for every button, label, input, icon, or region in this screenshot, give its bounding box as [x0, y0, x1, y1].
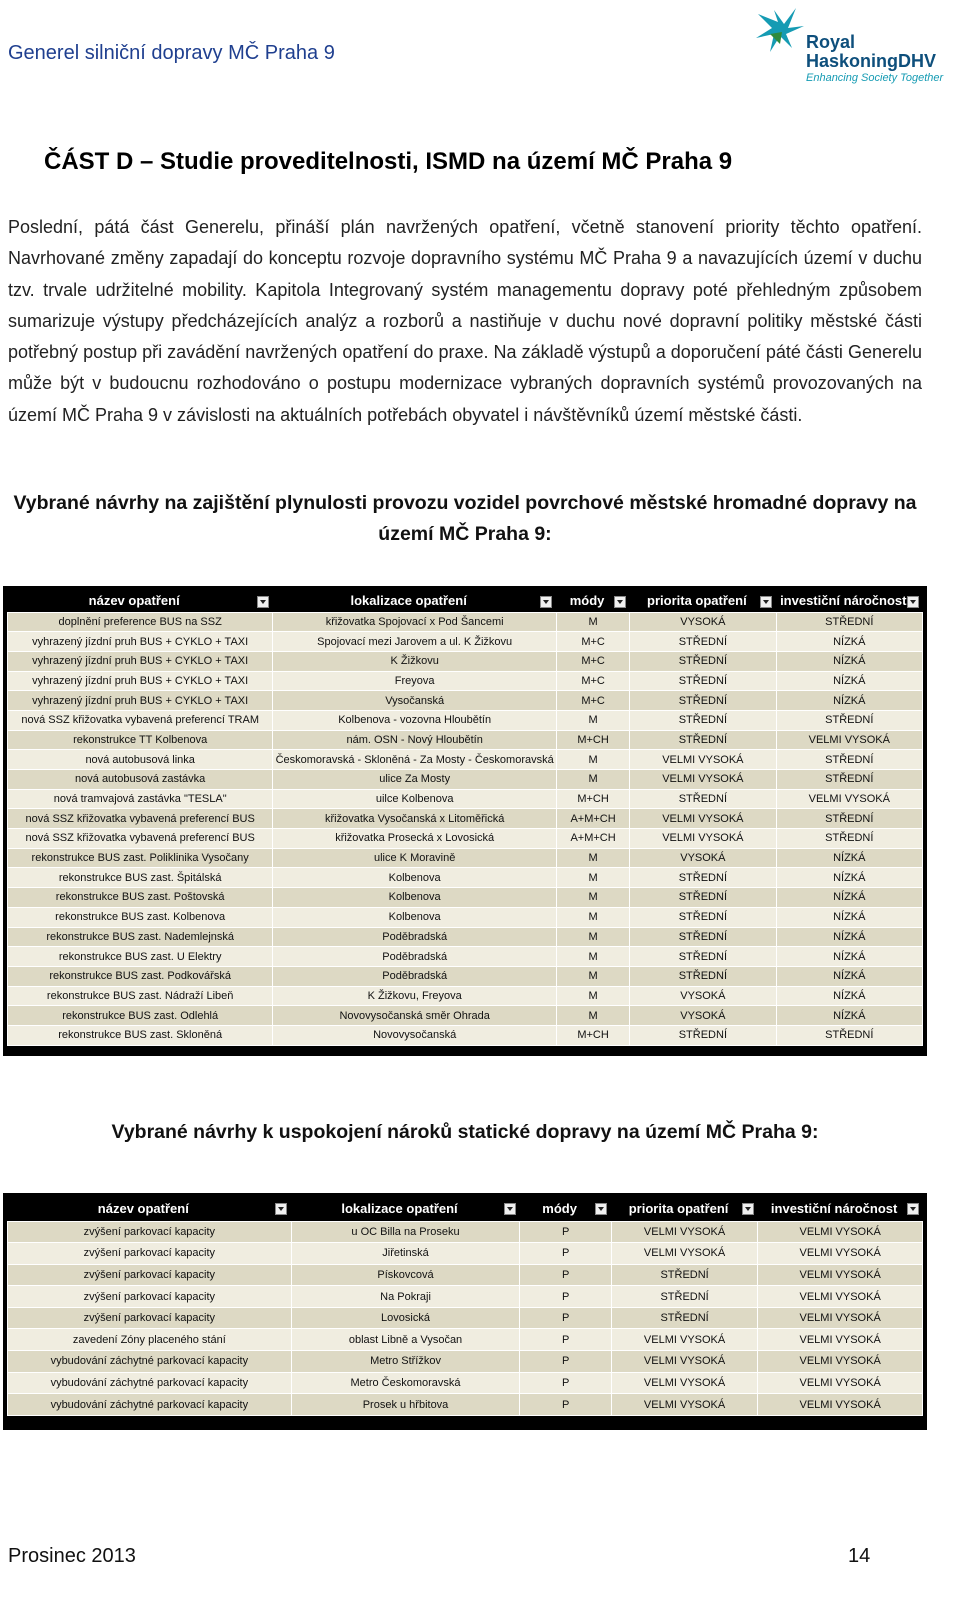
table-cell: nová SSZ křižovatka vybavená preferencí BUS — [8, 809, 273, 829]
table-cell: NÍZKÁ — [776, 632, 922, 652]
table-cell: Lovosická — [291, 1307, 520, 1329]
column-header[interactable] — [776, 590, 922, 612]
table-cell: Českomoravská - Skloněná - Za Mosty - Českomoravská — [273, 750, 557, 770]
table-cell: STŘEDNÍ — [630, 789, 776, 809]
table-cell: P — [520, 1394, 612, 1416]
table-row — [8, 947, 923, 967]
column-header[interactable] — [520, 1197, 612, 1221]
table-cell: Poděbradská — [273, 947, 557, 967]
table-cell: P — [520, 1329, 612, 1351]
table-row — [8, 1221, 923, 1243]
table-cell: K Žižkovu, Freyova — [273, 986, 557, 1006]
table-cell: NÍZKÁ — [776, 966, 922, 986]
table-cell: rekonstrukce BUS zast. Špitálská — [8, 868, 273, 888]
table-cell: NÍZKÁ — [776, 1006, 922, 1026]
column-header-label: priorita opatření — [647, 593, 747, 609]
table-cell: NÍZKÁ — [776, 848, 922, 868]
table-cell: NÍZKÁ — [776, 691, 922, 711]
table-row — [8, 848, 923, 868]
table-cell: VELMI VYSOKÁ — [776, 730, 922, 750]
table-row — [8, 868, 923, 888]
table-cell: Na Pokraji — [291, 1286, 520, 1308]
table-cell: M+C — [556, 651, 629, 671]
table-row — [8, 1286, 923, 1308]
table-cell: A+M+CH — [556, 809, 629, 829]
table-row — [8, 1264, 923, 1286]
footer-date: Prosinec 2013 — [8, 1545, 136, 1567]
table-cell: M — [556, 927, 629, 947]
table-cell: NÍZKÁ — [776, 986, 922, 1006]
table-cell: Poděbradská — [273, 966, 557, 986]
table-cell: M — [556, 848, 629, 868]
table-cell: P — [520, 1286, 612, 1308]
table-cell: M+C — [556, 671, 629, 691]
filter-dropdown-icon[interactable] — [275, 1203, 287, 1215]
table-cell: Novovysočanská — [273, 1025, 557, 1045]
table-row — [8, 1243, 923, 1265]
table-cell: Novovysočanská směr Ohrada — [273, 1006, 557, 1026]
table-row — [8, 1307, 923, 1329]
table-cell: VELMI VYSOKÁ — [611, 1372, 757, 1394]
table-row — [8, 888, 923, 908]
table-cell: STŘEDNÍ — [630, 671, 776, 691]
table-cell: M+C — [556, 632, 629, 652]
table-cell: P — [520, 1221, 612, 1243]
table-cell: VELMI VYSOKÁ — [758, 1394, 923, 1416]
table-cell: STŘEDNÍ — [630, 651, 776, 671]
table-row — [8, 632, 923, 652]
table-cell: oblast Libně a Vysočan — [291, 1329, 520, 1351]
table-cell: rekonstrukce BUS zast. Odlehlá — [8, 1006, 273, 1026]
filter-dropdown-icon[interactable] — [257, 596, 269, 608]
table-row — [8, 809, 923, 829]
table-cell: VELMI VYSOKÁ — [611, 1243, 757, 1265]
table-cell: NÍZKÁ — [776, 671, 922, 691]
table-cell: VYSOKÁ — [630, 848, 776, 868]
column-header-label: módy — [542, 1201, 577, 1217]
filter-dropdown-icon[interactable] — [595, 1203, 607, 1215]
table-static-traffic-measures — [3, 1193, 927, 1430]
table-cell: nová SSZ křižovatka vybavená preferencí BUS — [8, 829, 273, 849]
table-cell: Poděbradská — [273, 927, 557, 947]
table-cell: STŘEDNÍ — [630, 868, 776, 888]
table-cell: nová tramvajová zastávka "TESLA" — [8, 789, 273, 809]
table-cell: vyhrazený jízdní pruh BUS + CYKLO + TAXI — [8, 691, 273, 711]
table-cell: VELMI VYSOKÁ — [630, 809, 776, 829]
table-cell: NÍZKÁ — [776, 927, 922, 947]
table-cell: nová autobusová zastávka — [8, 770, 273, 790]
table-cell: STŘEDNÍ — [611, 1264, 757, 1286]
table-cell: Vysočanská — [273, 691, 557, 711]
table-cell: Freyova — [273, 671, 557, 691]
table-cell: Spojovací mezi Jarovem a ul. K Žižkovu — [273, 632, 557, 652]
table-cell: STŘEDNÍ — [611, 1307, 757, 1329]
table-cell: VELMI VYSOKÁ — [611, 1394, 757, 1416]
document-header-title: Generel silniční dopravy MČ Praha 9 — [8, 42, 335, 64]
column-header-label: investiční náročnost — [770, 1201, 898, 1217]
table-cell: P — [520, 1243, 612, 1265]
table-cell: A+M+CH — [556, 829, 629, 849]
table-cell: vybudování záchytné parkovací kapacity — [8, 1351, 292, 1373]
table-cell: VELMI VYSOKÁ — [630, 829, 776, 849]
table-cell: STŘEDNÍ — [776, 612, 922, 632]
table-cell: vyhrazený jízdní pruh BUS + CYKLO + TAXI — [8, 632, 273, 652]
table-cell: ulice Za Mosty — [273, 770, 557, 790]
table-cell: NÍZKÁ — [776, 947, 922, 967]
table-row — [8, 671, 923, 691]
table-cell: VELMI VYSOKÁ — [611, 1221, 757, 1243]
table-cell: VYSOKÁ — [630, 1006, 776, 1026]
column-header[interactable] — [758, 1197, 923, 1221]
table-cell: VELMI VYSOKÁ — [758, 1329, 923, 1351]
table-row — [8, 1351, 923, 1373]
table-row — [8, 710, 923, 730]
column-header-label: lokalizace opatření — [341, 1201, 458, 1217]
table-cell: M — [556, 907, 629, 927]
table-cell: VELMI VYSOKÁ — [758, 1307, 923, 1329]
column-header-label: investiční náročnost — [780, 593, 907, 609]
logo-tagline: Enhancing Society Together — [806, 72, 944, 84]
table2-heading: Vybrané návrhy k uspokojení nároků statické dopravy na území MČ Praha 9: — [111, 1121, 819, 1143]
table-cell: u OC Billa na Proseku — [291, 1221, 520, 1243]
table-cell: NÍZKÁ — [776, 907, 922, 927]
table-cell: M+CH — [556, 730, 629, 750]
table-cell: rekonstrukce BUS zast. Skloněná — [8, 1025, 273, 1045]
table-row — [8, 770, 923, 790]
table-cell: rekonstrukce BUS zast. Poliklinika Vysočany — [8, 848, 273, 868]
filter-dropdown-icon[interactable] — [614, 596, 626, 608]
table-cell: nám. OSN - Nový Hloubětín — [273, 730, 557, 750]
table-cell: rekonstrukce BUS zast. Poštovská — [8, 888, 273, 908]
table-row — [8, 966, 923, 986]
table-row — [8, 1329, 923, 1351]
column-header-label: lokalizace opatření — [350, 593, 467, 609]
table-cell: křižovatka Vysočanská x Litoměřická — [273, 809, 557, 829]
table-cell: STŘEDNÍ — [630, 632, 776, 652]
table-cell: Jiřetinská — [291, 1243, 520, 1265]
table-cell: STŘEDNÍ — [630, 947, 776, 967]
table-cell: M — [556, 966, 629, 986]
table-cell: M — [556, 770, 629, 790]
table-cell: STŘEDNÍ — [630, 1025, 776, 1045]
column-header[interactable] — [611, 1197, 757, 1221]
table-cell: rekonstrukce BUS zast. Podkovářská — [8, 966, 273, 986]
table-cell: STŘEDNÍ — [630, 927, 776, 947]
table-cell: STŘEDNÍ — [630, 710, 776, 730]
column-header-label: název opatření — [88, 593, 180, 609]
filter-dropdown-icon[interactable] — [540, 596, 552, 608]
intro-paragraph: Poslední, pátá část Generelu, přináší plán navržených opatření, včetně stanovení priority těchto opatření. Navrhované změny zapadají do konceptu rozvoje dopravního systému MČ Praha 9 a navazujících území v duchu tzv. trvale udržitelné mobility. Kapitola Integrovaný systém managementu dopravy poté přehledným způsobem sumarizuje výstupy předcházejících analýz a rozborů a nastiňuje v duchu nové dopravní politiky městské části potřebný postup při zavádění navržených opatření do praxe. Na základě výstupů a doporučení páté části Generelu může být v budoucnu rozhodováno o postupu modernizace vybraných dopravních systémů provozovaných na území MČ Praha 9 v závislosti na aktuálních potřebách obyvatel i návštěvníků území městské části. — [8, 217, 922, 425]
table-cell: NÍZKÁ — [776, 888, 922, 908]
logo-text-royal: Royal — [806, 32, 856, 52]
table-cell: vybudování záchytné parkovací kapacity — [8, 1372, 292, 1394]
logo-text-haskoning: HaskoningDHV — [806, 51, 937, 71]
table-cell: M — [556, 868, 629, 888]
filter-dropdown-icon[interactable] — [742, 1203, 754, 1215]
table-cell: VELMI VYSOKÁ — [776, 789, 922, 809]
table-cell: M+CH — [556, 789, 629, 809]
table-cell: STŘEDNÍ — [630, 691, 776, 711]
table-cell: VELMI VYSOKÁ — [758, 1372, 923, 1394]
table-row — [8, 730, 923, 750]
table-cell: P — [520, 1372, 612, 1394]
table-cell: STŘEDNÍ — [776, 829, 922, 849]
table-cell: M — [556, 710, 629, 730]
table-cell: rekonstrukce BUS zast. Nademlejnská — [8, 927, 273, 947]
table-cell: M — [556, 986, 629, 1006]
table-cell: rekonstrukce BUS zast. U Elektry — [8, 947, 273, 967]
table-cell: STŘEDNÍ — [630, 907, 776, 927]
column-header-label: název opatření — [97, 1201, 189, 1217]
table-cell: M+C — [556, 691, 629, 711]
table-cell: VELMI VYSOKÁ — [630, 770, 776, 790]
section-title: ČÁST D – Studie proveditelnosti, ISMD na území MČ Praha 9 — [44, 148, 733, 175]
table-cell: STŘEDNÍ — [630, 730, 776, 750]
table-cell: zvýšení parkovací kapacity — [8, 1264, 292, 1286]
table-cell: uilce Kolbenova — [273, 789, 557, 809]
table-cell: STŘEDNÍ — [776, 770, 922, 790]
table-cell: křižovatka Spojovací x Pod Šancemi — [273, 612, 557, 632]
table-cell: Kolbenova — [273, 888, 557, 908]
column-header[interactable] — [556, 590, 629, 612]
table-cell: M — [556, 1006, 629, 1026]
footer-page-number: 14 — [848, 1545, 871, 1567]
table-cell: VELMI VYSOKÁ — [758, 1351, 923, 1373]
table-cell: NÍZKÁ — [776, 651, 922, 671]
table-row — [8, 691, 923, 711]
table-cell: STŘEDNÍ — [776, 710, 922, 730]
table-cell: Kolbenova - vozovna Hloubětín — [273, 710, 557, 730]
column-header[interactable] — [273, 590, 557, 612]
table-cell: P — [520, 1351, 612, 1373]
filter-dropdown-icon[interactable] — [504, 1203, 516, 1215]
filter-dropdown-icon[interactable] — [760, 596, 772, 608]
table-cell: K Žižkovu — [273, 651, 557, 671]
table-cell: STŘEDNÍ — [776, 1025, 922, 1045]
table-cell: rekonstrukce BUS zast. Nádraží Libeň — [8, 986, 273, 1006]
table-cell: zvýšení parkovací kapacity — [8, 1307, 292, 1329]
table-cell: Kolbenova — [273, 868, 557, 888]
table-row — [8, 927, 923, 947]
table-cell: STŘEDNÍ — [776, 809, 922, 829]
table-cell: VELMI VYSOKÁ — [758, 1264, 923, 1286]
table-cell: doplnění preference BUS na SSZ — [8, 612, 273, 632]
table-cell: STŘEDNÍ — [611, 1286, 757, 1308]
table-row — [8, 612, 923, 632]
column-header[interactable] — [291, 1197, 520, 1221]
table-cell: VELMI VYSOKÁ — [611, 1351, 757, 1373]
table-cell: M — [556, 888, 629, 908]
table-cell: P — [520, 1264, 612, 1286]
company-logo — [752, 2, 952, 88]
table-cell: zavedení Zóny placeného stání — [8, 1329, 292, 1351]
table-cell: zvýšení parkovací kapacity — [8, 1221, 292, 1243]
table-cell: nová autobusová linka — [8, 750, 273, 770]
table-cell: Prosek u hřbitova — [291, 1394, 520, 1416]
table-cell: Metro Střížkov — [291, 1351, 520, 1373]
table-cell: STŘEDNÍ — [776, 750, 922, 770]
table-row — [8, 1372, 923, 1394]
table-row — [8, 750, 923, 770]
table-cell: rekonstrukce BUS zast. Kolbenova — [8, 907, 273, 927]
table-cell: M+CH — [556, 1025, 629, 1045]
table-cell: NÍZKÁ — [776, 868, 922, 888]
table-cell: rekonstrukce TT Kolbenova — [8, 730, 273, 750]
table-cell: M — [556, 750, 629, 770]
table-cell: zvýšení parkovací kapacity — [8, 1286, 292, 1308]
table-cell: M — [556, 947, 629, 967]
table-row — [8, 789, 923, 809]
table-cell: VELMI VYSOKÁ — [758, 1243, 923, 1265]
table-cell: nová SSZ křižovatka vybavená preferencí TRAM — [8, 710, 273, 730]
column-header-label: módy — [569, 593, 605, 609]
table-cell: Pískovcová — [291, 1264, 520, 1286]
table1-heading: Vybrané návrhy na zajištění plynulosti provozu vozidel povrchové městské hromadné dopravy na území MČ Praha 9: — [13, 492, 917, 545]
table-cell: vyhrazený jízdní pruh BUS + CYKLO + TAXI — [8, 671, 273, 691]
table-cell: Kolbenova — [273, 907, 557, 927]
table-row — [8, 1025, 923, 1045]
table-mhd-measures — [3, 586, 927, 1056]
table-row — [8, 829, 923, 849]
table-cell: VELMI VYSOKÁ — [758, 1286, 923, 1308]
filter-dropdown-icon[interactable] — [907, 1203, 919, 1215]
column-header-label: priorita opatření — [628, 1201, 729, 1217]
table-cell: STŘEDNÍ — [630, 966, 776, 986]
column-header[interactable] — [8, 1197, 292, 1221]
filter-dropdown-icon[interactable] — [907, 596, 919, 608]
table-cell: VELMI VYSOKÁ — [758, 1221, 923, 1243]
table-cell: VELMI VYSOKÁ — [611, 1329, 757, 1351]
table-cell: zvýšení parkovací kapacity — [8, 1243, 292, 1265]
table-row — [8, 1006, 923, 1026]
table-cell: VYSOKÁ — [630, 612, 776, 632]
royal-haskoning-logo-icon — [752, 4, 808, 60]
table-cell: M — [556, 612, 629, 632]
table-row — [8, 986, 923, 1006]
column-header[interactable] — [630, 590, 776, 612]
table-cell: ulice K Moravině — [273, 848, 557, 868]
table-row — [8, 1394, 923, 1416]
table-cell: VYSOKÁ — [630, 986, 776, 1006]
table-cell: vyhrazený jízdní pruh BUS + CYKLO + TAXI — [8, 651, 273, 671]
table-cell: Metro Českomoravská — [291, 1372, 520, 1394]
table-row — [8, 907, 923, 927]
table-cell: P — [520, 1307, 612, 1329]
table-cell: vybudování záchytné parkovací kapacity — [8, 1394, 292, 1416]
table-cell: VELMI VYSOKÁ — [630, 750, 776, 770]
table-cell: křižovatka Prosecká x Lovosická — [273, 829, 557, 849]
column-header[interactable] — [8, 590, 273, 612]
table-row — [8, 651, 923, 671]
table-cell: STŘEDNÍ — [630, 888, 776, 908]
